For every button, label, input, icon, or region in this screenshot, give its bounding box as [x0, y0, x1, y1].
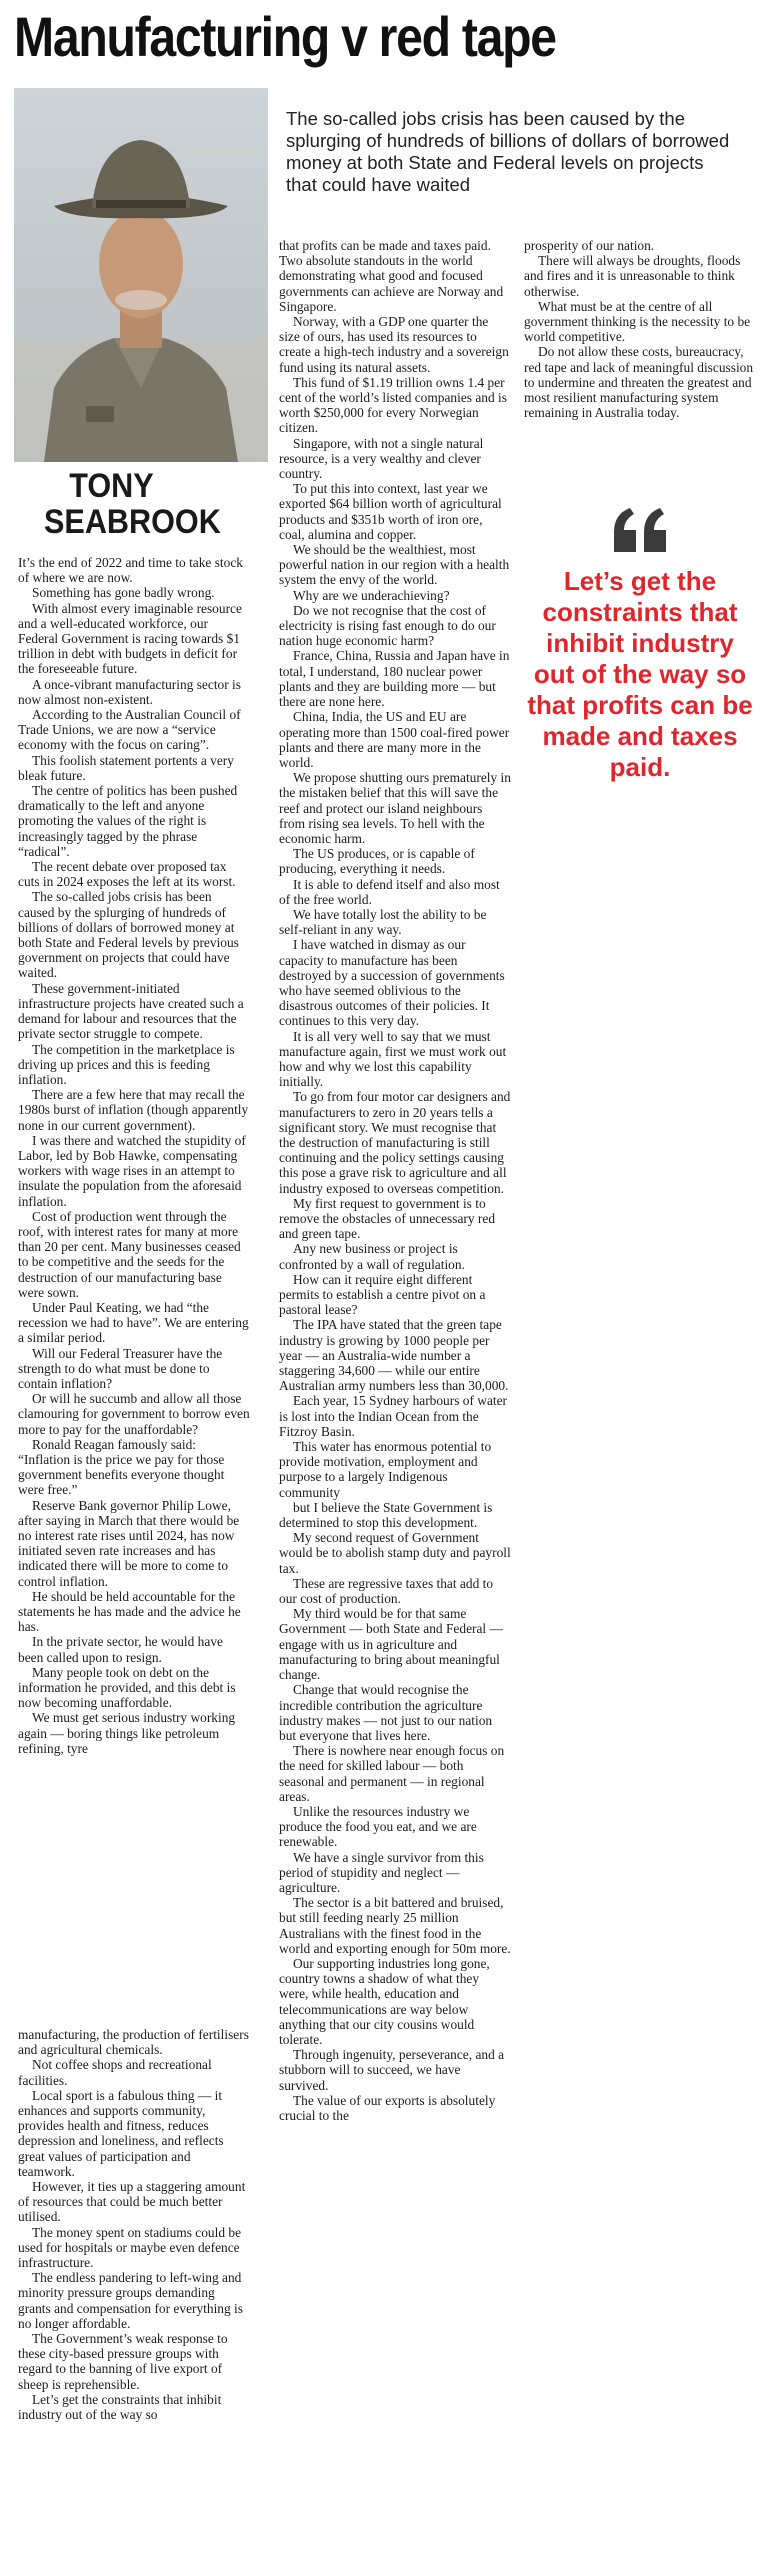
body-paragraph: Or will he succumb and allow all those clamouring for government to borrow even more to pay for the unaffordable? [18, 1391, 250, 1437]
body-paragraph: He should be held accountable for the statements he has made and the advice he has. [18, 1588, 241, 1635]
body-paragraph: Singapore, with not a single natural resource, is a very wealthy and clever country. [279, 435, 484, 482]
body-paragraph: My third would be for that same Government — both State and Federal — engage with us in agriculture and manufacturing to bring about meaningful change. [279, 1606, 503, 1683]
body-paragraph: The US produces, or is capable of producing, everything it needs. [279, 846, 475, 877]
body-paragraph: Norway, with a GDP one quarter the size of ours, has used its resources to create a high-tech industry and a sovereign fund using its natural assets. [279, 314, 509, 375]
body-paragraph: Why are we underachieving? [293, 587, 450, 603]
body-paragraph: We should be the wealthiest, most powerful nation in our region with a health system the envy of the world. [279, 542, 510, 588]
body-paragraph: However, it ties up a staggering amount of resources that could be much better utilised. [18, 2179, 246, 2225]
body-paragraph: Any new business or project is confronted by a wall of regulation. [279, 1241, 465, 1272]
body-paragraph: Do we not recognise that the cost of electricity is rising fast enough to do our nation huge economic harm? [279, 602, 496, 649]
body-paragraph: To put this into context, last year we exported $64 billion worth of agricultural products and $351b worth of iron ore, coal, alumina and copper. [279, 481, 502, 542]
body-paragraph: Under Paul Keating, we had “the recession we had to have”. We are entering a similar period. [18, 1299, 249, 1346]
body-paragraph: Unlike the resources industry we produce the food you eat, and we are renewable. [279, 1803, 477, 1850]
body-paragraph: What must be at the centre of all government thinking is the necessity to be world competitive. [524, 298, 751, 345]
body-paragraph: Cost of production went through the roof, with interest rates for many at more than 20 per cent. Many businesses ceased to be competitive and the seeds for the destruction of our manufacturing base were sown. [18, 1208, 241, 1300]
body-paragraph: According to the Australian Council of Trade Unions, we are now a “service economy with the focus on caring”. [18, 707, 241, 753]
body-column-2 [279, 238, 511, 2550]
body-paragraph: The sector is a bit battered and bruised, but still feeding nearly 25 million Australians with the finest food in the world and exporting enough for 50m more. [279, 1895, 511, 1956]
body-paragraph: My second request of Government would be to abolish stamp duty and payroll tax. [279, 1530, 511, 1576]
body-paragraph: Not coffee shops and recreational facilities. [18, 2057, 212, 2088]
body-column-1-continued [18, 2027, 250, 2547]
body-paragraph: With almost every imaginable resource and a well-educated workforce, our Federal Government is racing towards $1 trillion in debt with budgets in deficit for the foreseeable future. [18, 600, 242, 677]
body-paragraph: To go from four motor car designers and manufacturers to zero in 20 years tells a significant story. We must recognise that the destruction of manufacturing is still continuing and the policy settings causing this pose a grave risk to agriculture and all industry exposed to overseas competition. [279, 1089, 511, 1196]
body-paragraph: Many people took on debt on the information he provided, and this debt is now becoming unaffordable. [18, 1664, 236, 1711]
body-paragraph: that profits can be made and taxes paid. Two absolute standouts in the world demonstrating what good and focused governments can achieve are Norway and Singapore. [279, 238, 504, 314]
body-paragraph: A once-vibrant manufacturing sector is now almost non-existent. [18, 676, 241, 707]
pull-quote-text: Let’s get the constraints that inhibit industry out of the way so that profits can be made and taxes paid. [527, 566, 753, 782]
body-paragraph: The competition in the marketplace is driving up prices and this is feeding inflation. [18, 1041, 235, 1087]
body-paragraph: I was there and watched the stupidity of Labor, led by Bob Hawke, compensating workers with wage rises in an attempt to insulate the population from the aforesaid inflation. [18, 1132, 246, 1209]
body-paragraph: but I believe the State Government is determined to stop this development. [279, 1499, 493, 1531]
body-paragraph: Do not allow these costs, bureaucracy, red tape and lack of meaningful discussion to undermine and threaten the greatest and most resilient manufacturing system remaining in Australia today. [524, 344, 754, 421]
body-paragraph: manufacturing, the production of fertilisers and agricultural chemicals. [18, 2027, 249, 2058]
body-paragraph: The endless pandering to left-wing and minority pressure groups demanding grants and compensation for everything is no longer affordable. [18, 2270, 243, 2331]
body-paragraph: The recent debate over proposed tax cuts in 2024 exposes the left at its worst. [18, 859, 236, 890]
body-paragraph: These are regressive taxes that add to our cost of production. [279, 1575, 494, 1607]
body-paragraph: It is all very well to say that we must manufacture again, first we must work out how and why we lost this capability initially. [279, 1028, 507, 1090]
body-paragraph: prosperity of our nation. [524, 238, 655, 253]
body-paragraph: We have a single survivor from this period of stupidity and neglect — agriculture. [279, 1849, 484, 1895]
pull-quote [524, 508, 756, 783]
body-paragraph: Let’s get the constraints that inhibit industry out of the way so [18, 2391, 222, 2423]
body-column-1 [18, 555, 250, 2017]
body-paragraph: The Government’s weak response to these city-based pressure groups with regard to the banning of live export of sheep is reprehensible. [18, 2331, 228, 2392]
author-photo-image [14, 88, 268, 462]
body-paragraph: The value of our exports is absolutely crucial to the [279, 2092, 496, 2123]
body-paragraph: Will our Federal Treasurer have the strength to do what must be done to contain inflation? [18, 1345, 223, 1391]
body-paragraph: How can it require eight different permits to establish a centre pivot on a pastoral lease? [279, 1271, 486, 1318]
body-paragraph: Our supporting industries long gone, country towns a shadow of what they were, while health, education and telecommunications are way below anything that our city cousins would tolerate. [279, 1955, 490, 2047]
standfirst: The so-called jobs crisis has been caused by the splurging of hundreds of billions of dollars of borrowed money at both State and Federal levels on projects that could have waited [286, 108, 730, 195]
body-paragraph: My first request to government is to remove the obstacles of unnecessary red and green tape. [279, 1195, 496, 1242]
body-paragraph: Something has gone badly wrong. [32, 585, 215, 601]
body-paragraph: The IPA have stated that the green tape industry is growing by 1000 people per year — an Australia-wide number a staggering 34,600 — while our entire Australian army numbers less than 30,000. [279, 1317, 509, 1394]
body-paragraph: The money spent on stadiums could be used for hospitals or maybe even defence infrastructure. [18, 2224, 242, 2271]
body-paragraph: This fund of $1.19 trillion owns 1.4 per cent of the world’s listed companies and is worth $250,000 for every Norwegian citizen. [279, 374, 507, 436]
author-byline [44, 468, 233, 540]
body-paragraph: The so-called jobs crisis has been caused by the splurging of hundreds of billions of dollars of borrowed money at both State and Federal levels by previous government on projects that could have waited. [18, 889, 239, 981]
body-paragraph: There are a few here that may recall the 1980s burst of inflation (though apparently none in our current government). [18, 1087, 249, 1133]
body-paragraph: These government-initiated infrastructure projects have created such a demand for labour and resources that the private sector struggle to compete. [18, 980, 244, 1042]
author-photo [14, 88, 268, 462]
body-paragraph: In the private sector, he would have been called upon to resign. [18, 1634, 223, 1665]
body-paragraph: It’s the end of 2022 and time to take stock of where we are now. [18, 555, 243, 586]
body-paragraph: Each year, 15 Sydney harbours of water is lost into the Indian Ocean from the Fitzroy Basin. [279, 1393, 508, 1439]
body-paragraph: Ronald Reagan famously said: “Inflation is the price we pay for those government benefits everyone thought were free.” [18, 1436, 225, 1498]
body-paragraph: There will always be droughts, floods and fires and it is unreasonable to think otherwise. [524, 253, 741, 299]
author-last-name: SEABROOK [44, 503, 221, 541]
body-column-3 [524, 238, 756, 478]
body-paragraph: China, India, the US and EU are operating more than 1500 coal-fired power plants and there are many more in the world. [279, 709, 510, 770]
body-paragraph: Through ingenuity, perseverance, and a stubborn will to succeed, we have survived. [279, 2047, 505, 2093]
body-paragraph: Change that would recognise the incredible contribution the agriculture industry makes — not just to our nation but everyone that lives here. [279, 1682, 493, 1743]
body-paragraph: This foolish statement portents a very bleak future. [18, 752, 234, 783]
author-first-name: TONY [69, 467, 154, 505]
body-paragraph: I have watched in dismay as our capacity to manufacture has been destroyed by a succession of governments who have seemed oblivious to the disastrous outcomes of their policies. It continues to this very day. [279, 937, 505, 1029]
body-paragraph: We propose shutting ours prematurely in the mistaken belief that this will save the reef and protect our island neighbours from rising sea levels. To hell with the economic harm. [279, 770, 511, 846]
quote-mark-icon [610, 508, 670, 552]
body-paragraph: There is nowhere near enough focus on the need for skilled labour — both seasonal and permanent — in regional areas. [279, 1743, 505, 1804]
body-paragraph: This water has enormous potential to provide motivation, employment and purpose to a largely Indigenous community [279, 1439, 492, 1500]
headline: Manufacturing v red tape [14, 5, 556, 68]
body-paragraph: Local sport is a fabulous thing — it enhances and supports community, provides health and fitness, reduces depression and loneliness, and reflects great values of participation and teamwork. [18, 2087, 224, 2179]
body-paragraph: We have totally lost the ability to be self-reliant in any way. [279, 906, 487, 938]
body-paragraph: The centre of politics has been pushed dramatically to the left and anyone promoting the values of the right is increasingly tagged by the phrase “radical”. [18, 783, 238, 859]
body-paragraph: It is able to defend itself and also most of the free world. [279, 876, 500, 907]
body-paragraph: Reserve Bank governor Philip Lowe, after saying in March that there would be no interest rate rises until 2024, has now initiated seven rate increases and has indicated there will be more to come to control inflation. [18, 1497, 240, 1589]
body-paragraph: We must get serious industry working again — boring things like petroleum refining, tyre [18, 1710, 236, 1756]
body-paragraph: France, China, Russia and Japan have in total, I understand, 180 nuclear power plants and they are building more — but there are none here. [279, 648, 510, 710]
